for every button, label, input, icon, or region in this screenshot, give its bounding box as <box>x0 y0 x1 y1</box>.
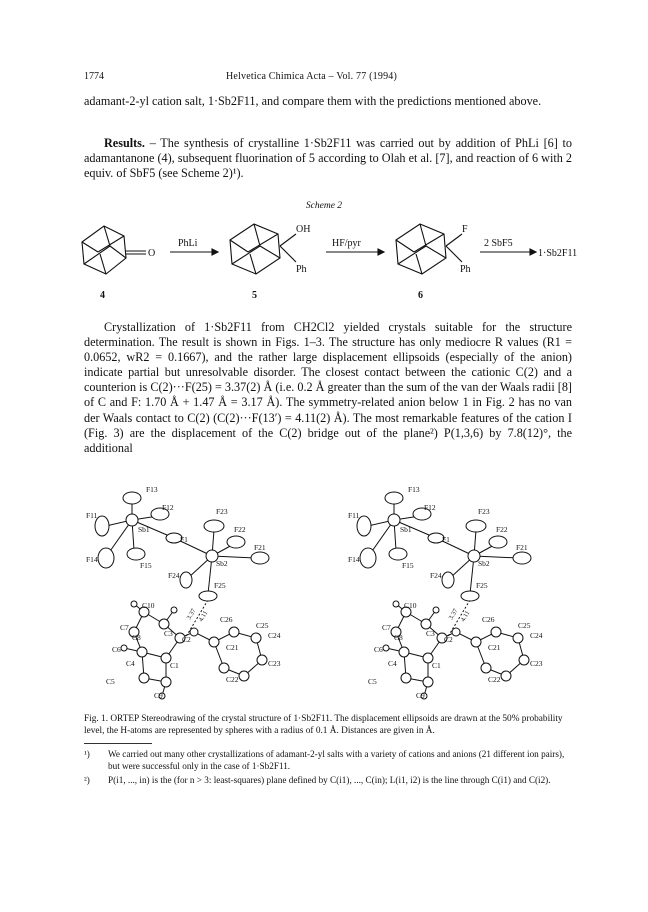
atom-label: F11 <box>86 511 98 520</box>
atom-label: F24 <box>168 571 180 580</box>
oh-label: OH <box>296 224 311 235</box>
footnote-2-mark: ²) <box>84 775 90 785</box>
atom-label: Sb1 <box>400 525 412 534</box>
atom-label: C21 <box>488 643 501 652</box>
atom-label: C26 <box>482 615 495 624</box>
compound-6-number: 6 <box>418 290 423 301</box>
scheme-title: Scheme 2 <box>305 201 343 211</box>
atom-label: C8 <box>394 633 403 642</box>
atom-label: F22 <box>496 525 508 534</box>
ph-label-5: Ph <box>296 264 307 275</box>
atom-label: F23 <box>478 507 490 516</box>
atom-label: C6 <box>112 645 121 654</box>
atom-label: C4 <box>126 659 135 668</box>
atom-label: F22 <box>234 525 246 534</box>
oxygen-label: O <box>148 248 156 259</box>
atom-label: C9 <box>154 691 163 700</box>
reagent-sbf5: 2 SbF5 <box>484 238 513 249</box>
adamantanone-structure <box>82 226 146 274</box>
atom-label: F13 <box>408 485 420 494</box>
atom-label: 3.37 <box>447 607 460 621</box>
atom-label: C6 <box>374 645 383 654</box>
atom-label: C22 <box>488 675 501 684</box>
atom-label: Sb2 <box>216 559 228 568</box>
atom-label: F21 <box>254 543 266 552</box>
atom-label: C4 <box>388 659 397 668</box>
atom-label: C24 <box>530 631 543 640</box>
footnote-rule <box>84 743 152 744</box>
atom-label: C7 <box>120 623 129 632</box>
footnote-2 <box>84 775 572 799</box>
figure-caption: Fig. 1. ORTEP Stereodrawing of the crystal structure of 1·Sb2F11. The displacement ellipsoids are drawn at the 50% probability level, the H-atoms are represented by spheres with a radius of 0.1 Å. Distances are given in Å. <box>84 714 563 736</box>
alcohol-5-structure <box>230 224 296 274</box>
atom-label: F12 <box>424 503 436 512</box>
ortep-left-view <box>86 485 281 700</box>
atom-label: 4.11 <box>459 609 472 623</box>
footnote-1-mark: ¹) <box>84 749 90 759</box>
atom-label: C7 <box>382 623 391 632</box>
atom-label: C2 <box>182 635 191 644</box>
atom-label: F23 <box>216 507 228 516</box>
atom-label: 3.37 <box>185 607 198 621</box>
atom-label: C21 <box>226 643 239 652</box>
atom-label: C8 <box>132 633 141 642</box>
atom-label: F1 <box>442 535 450 544</box>
atom-label: F24 <box>430 571 442 580</box>
fluorine-label: F <box>462 224 468 235</box>
atom-label: C2 <box>444 635 453 644</box>
footnote-2-text: P(i1, ..., in) is the (for n > 3: least-squares) plane defined by C(i1), ..., C(in); L(i1, i2) is the line through C(i1) and C(i2). <box>108 775 551 785</box>
atom-label: C1 <box>170 661 179 670</box>
reaction-scheme <box>60 212 600 304</box>
atom-label: 4.11 <box>197 609 210 623</box>
crystallization-paragraph: Crystallization of 1·Sb2F11 from CH2Cl2 yielded crystals suitable for the structure determination. The result is shown in Figs. 1–3. The structure has only mediocre R values (R1 = 0.0652, wR2 = 0.1667), and the rather large displacement ellipsoids (especially of the anion) indicate partial but unresolvable disorder. The closest contact between the cationic C(2) and a counterion is C(2)···F(25) = 3.37(2) Å (i.e. 0.2 Å greater than the sum of the van der Waals radii [8] of C and F: 1.70 Å + 1.47 Å = 3.17 Å). The symmetry-related anion below 1 in Fig. 2 has no van der Waals contact to C(2) (C(2)···F(13′) = 4.11(2) Å). The most remarkable features of the cation I (Fig. 3) are the displacement of the C(2) bridge out of the plane²) P(1,3,6) by 7.8(12)°, the additional <box>84 320 572 455</box>
ortep-right-view <box>348 485 543 700</box>
ortep-stereo-figure <box>84 482 572 706</box>
atom-label: C24 <box>268 631 281 640</box>
atom-label: C1 <box>432 661 441 670</box>
fluoride-6-structure <box>396 224 462 274</box>
footnote-1-text: We carried out many other crystallizations of adamant-2-yl salts with a variety of cations and anions (21 different ion pairs), but were successful only in the case of 1·Sb2F11. <box>108 749 565 771</box>
atom-label: C25 <box>256 621 269 630</box>
results-text: – The synthesis of crystalline 1·Sb2F11 was carried out by addition of PhLi [6] to adamantanone (4), subsequent fluorination of 5 according to Olah et al. [7], and reaction of 6 with 2 equiv. of SbF5 (see Scheme 2)¹). <box>84 136 572 181</box>
footnote-1 <box>84 749 572 773</box>
atom-label: Sb2 <box>478 559 490 568</box>
intro-paragraph: adamant-2-yl cation salt, 1·Sb2F11, and compare them with the predictions mentioned above. <box>84 94 542 108</box>
atom-label: Sb1 <box>138 525 150 534</box>
atom-label: C5 <box>106 677 115 686</box>
atom-label: F14 <box>348 555 360 564</box>
atom-label: C26 <box>220 615 233 624</box>
compound-5-number: 5 <box>252 290 257 301</box>
atom-label: F21 <box>516 543 528 552</box>
atom-label: F25 <box>476 581 488 590</box>
atom-label: C5 <box>368 677 377 686</box>
atom-label: F1 <box>180 535 188 544</box>
reagent-hf-pyr: HF/pyr <box>332 238 361 249</box>
atom-label: F25 <box>214 581 226 590</box>
atom-label: F15 <box>402 561 414 570</box>
atom-label: F13 <box>146 485 158 494</box>
product-label: 1·Sb2F11 <box>538 248 578 259</box>
atom-label: C3 <box>164 629 173 638</box>
atom-label: C22 <box>226 675 239 684</box>
atom-label: C10 <box>142 601 155 610</box>
ph-label-6: Ph <box>460 264 471 275</box>
atom-label: F14 <box>86 555 98 564</box>
results-paragraph <box>84 136 572 181</box>
atom-label: F12 <box>162 503 174 512</box>
atom-label: C3 <box>426 629 435 638</box>
atom-label: C23 <box>268 659 281 668</box>
page-number: 1774 <box>84 71 104 82</box>
compound-4-number: 4 <box>100 290 105 301</box>
atom-label: C25 <box>518 621 531 630</box>
atom-label: C23 <box>530 659 543 668</box>
atom-label: F15 <box>140 561 152 570</box>
atom-label: C9 <box>416 691 425 700</box>
atom-label: F11 <box>348 511 360 520</box>
results-heading: Results. <box>104 136 145 150</box>
atom-label: C10 <box>404 601 417 610</box>
journal-title: Helvetica Chimica Acta – Vol. 77 (1994) <box>226 71 398 82</box>
reagent-phli: PhLi <box>178 238 198 249</box>
